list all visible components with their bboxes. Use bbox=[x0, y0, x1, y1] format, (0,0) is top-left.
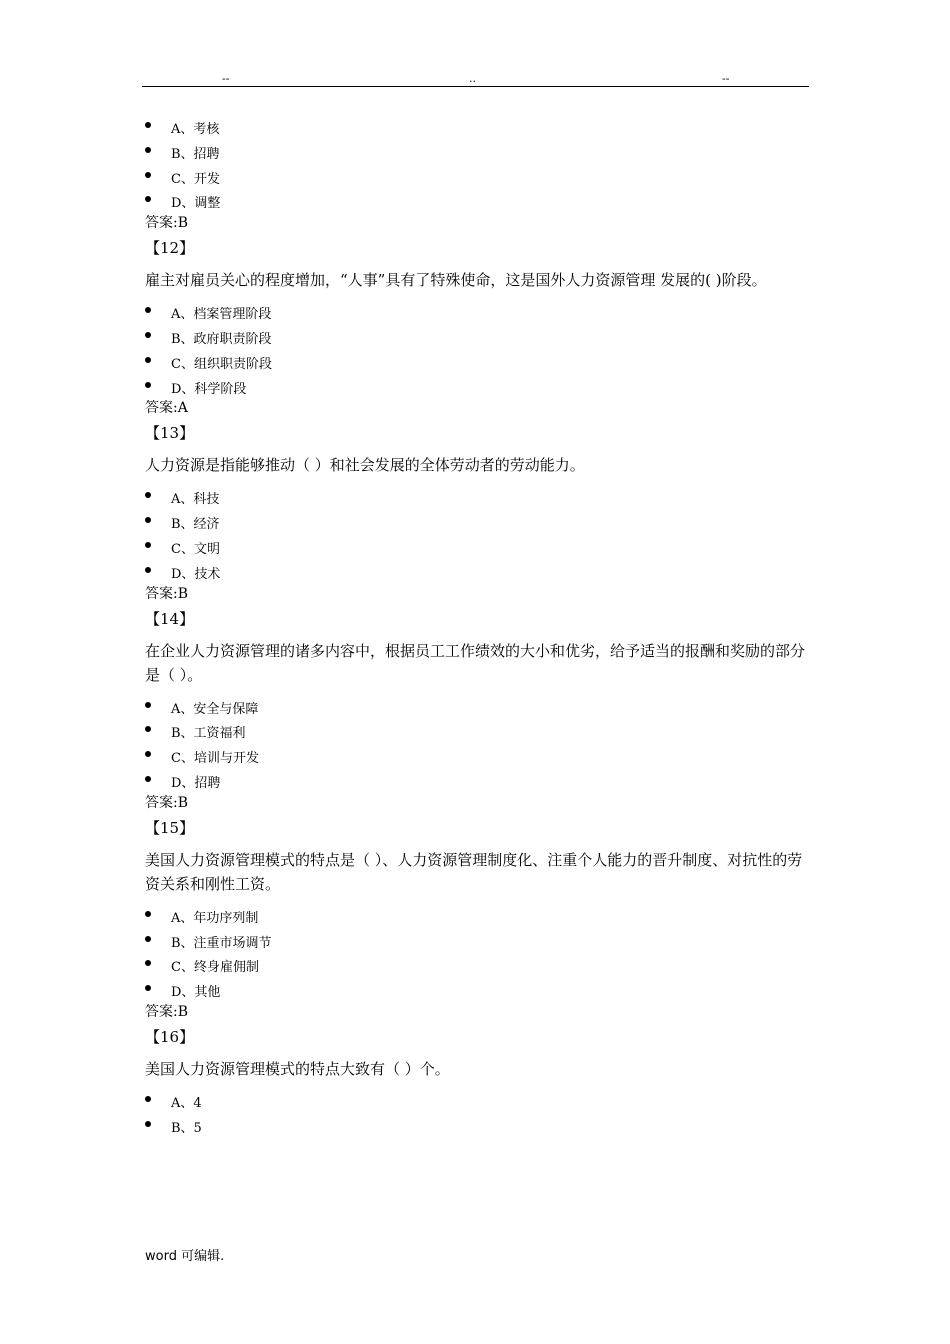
question-number: 【15】 bbox=[145, 818, 195, 837]
question-number: 【13】 bbox=[145, 424, 195, 443]
bullet-icon bbox=[145, 147, 151, 153]
question-number: 【12】 bbox=[145, 239, 195, 258]
option-d: D、技术 bbox=[145, 563, 810, 588]
options-list bbox=[145, 1092, 810, 1142]
option-b: B、招聘 bbox=[145, 143, 810, 168]
bullet-icon bbox=[145, 776, 151, 782]
bullet-icon bbox=[145, 172, 151, 178]
answer-text: 答案:B bbox=[145, 794, 189, 811]
options-list-first bbox=[145, 118, 810, 217]
option-c: C、培训与开发 bbox=[145, 747, 810, 772]
page-header bbox=[142, 70, 809, 87]
answer-text: 答案:A bbox=[145, 400, 188, 417]
option-d: D、招聘 bbox=[145, 772, 810, 797]
bullet-icon bbox=[145, 726, 151, 732]
question-number: 【16】 bbox=[145, 1027, 195, 1046]
question-text: 人力资源是指能够推动（ ）和社会发展的全体劳动者的劳动能力。 bbox=[145, 456, 585, 475]
page-footer: word 可编辑. bbox=[145, 1249, 225, 1264]
option-a: A、安全与保障 bbox=[145, 698, 810, 723]
option-b: B、经济 bbox=[145, 513, 810, 538]
question-text: 在企业人力资源管理的诸多内容中，根据员工工作绩效的大小和优劣，给予适当的报酬和奖励的部分是（ ）。 bbox=[145, 641, 806, 684]
answer-text: 答案:B bbox=[145, 585, 189, 602]
bullet-icon bbox=[145, 936, 151, 942]
question-number: 【14】 bbox=[145, 609, 195, 628]
question-text: 雇主对雇员关心的程度增加，“人事”具有了特殊使命，这是国外人力资源管理 发展的( )阶段。 bbox=[145, 271, 767, 290]
option-c: C、文明 bbox=[145, 538, 810, 563]
header-right-mark: -- bbox=[722, 72, 730, 85]
option-a: A、档案管理阶段 bbox=[145, 303, 810, 328]
option-a: A、年功序列制 bbox=[145, 907, 810, 932]
option-d: D、科学阶段 bbox=[145, 378, 810, 403]
option-a: A、科技 bbox=[145, 488, 810, 513]
options-list bbox=[145, 698, 810, 797]
option-a: A、4 bbox=[145, 1092, 810, 1117]
bullet-icon bbox=[145, 122, 151, 128]
bullet-icon bbox=[145, 307, 151, 313]
option-d: D、调整 bbox=[145, 192, 810, 217]
bullet-icon bbox=[145, 702, 151, 708]
document-body bbox=[145, 118, 810, 1142]
bullet-icon bbox=[145, 542, 151, 548]
bullet-icon bbox=[145, 382, 151, 388]
bullet-icon bbox=[145, 1096, 151, 1102]
question-text: 美国人力资源管理模式的特点大致有（ ）个。 bbox=[145, 1059, 450, 1078]
question-text: 美国人力资源管理模式的特点是（ ）、人力资源管理制度化、注重个人能力的晋升制度、对抗性的劳资关系和刚性工资。 bbox=[145, 850, 803, 893]
bullet-icon bbox=[145, 492, 151, 498]
option-c: C、终身雇佣制 bbox=[145, 956, 810, 981]
option-d: D、其他 bbox=[145, 981, 810, 1006]
bullet-icon bbox=[145, 985, 151, 991]
option-c: C、开发 bbox=[145, 168, 810, 193]
bullet-icon bbox=[145, 517, 151, 523]
header-left-mark: -- bbox=[222, 72, 230, 85]
answer-text: 答案:B bbox=[145, 1003, 189, 1020]
bullet-icon bbox=[145, 911, 151, 917]
option-a: A、考核 bbox=[145, 118, 810, 143]
bullet-icon bbox=[145, 196, 151, 202]
header-center-mark: .. bbox=[469, 72, 476, 85]
options-list bbox=[145, 303, 810, 402]
option-c: C、组织职责阶段 bbox=[145, 353, 810, 378]
options-list bbox=[145, 907, 810, 1006]
bullet-icon bbox=[145, 567, 151, 573]
bullet-icon bbox=[145, 332, 151, 338]
option-b: B、工资福利 bbox=[145, 722, 810, 747]
bullet-icon bbox=[145, 1121, 151, 1127]
options-list bbox=[145, 488, 810, 587]
bullet-icon bbox=[145, 960, 151, 966]
option-b: B、5 bbox=[145, 1117, 810, 1142]
bullet-icon bbox=[145, 357, 151, 363]
answer-text: 答案:B bbox=[145, 215, 189, 232]
option-b: B、政府职责阶段 bbox=[145, 328, 810, 353]
option-b: B、注重市场调节 bbox=[145, 932, 810, 957]
bullet-icon bbox=[145, 751, 151, 757]
